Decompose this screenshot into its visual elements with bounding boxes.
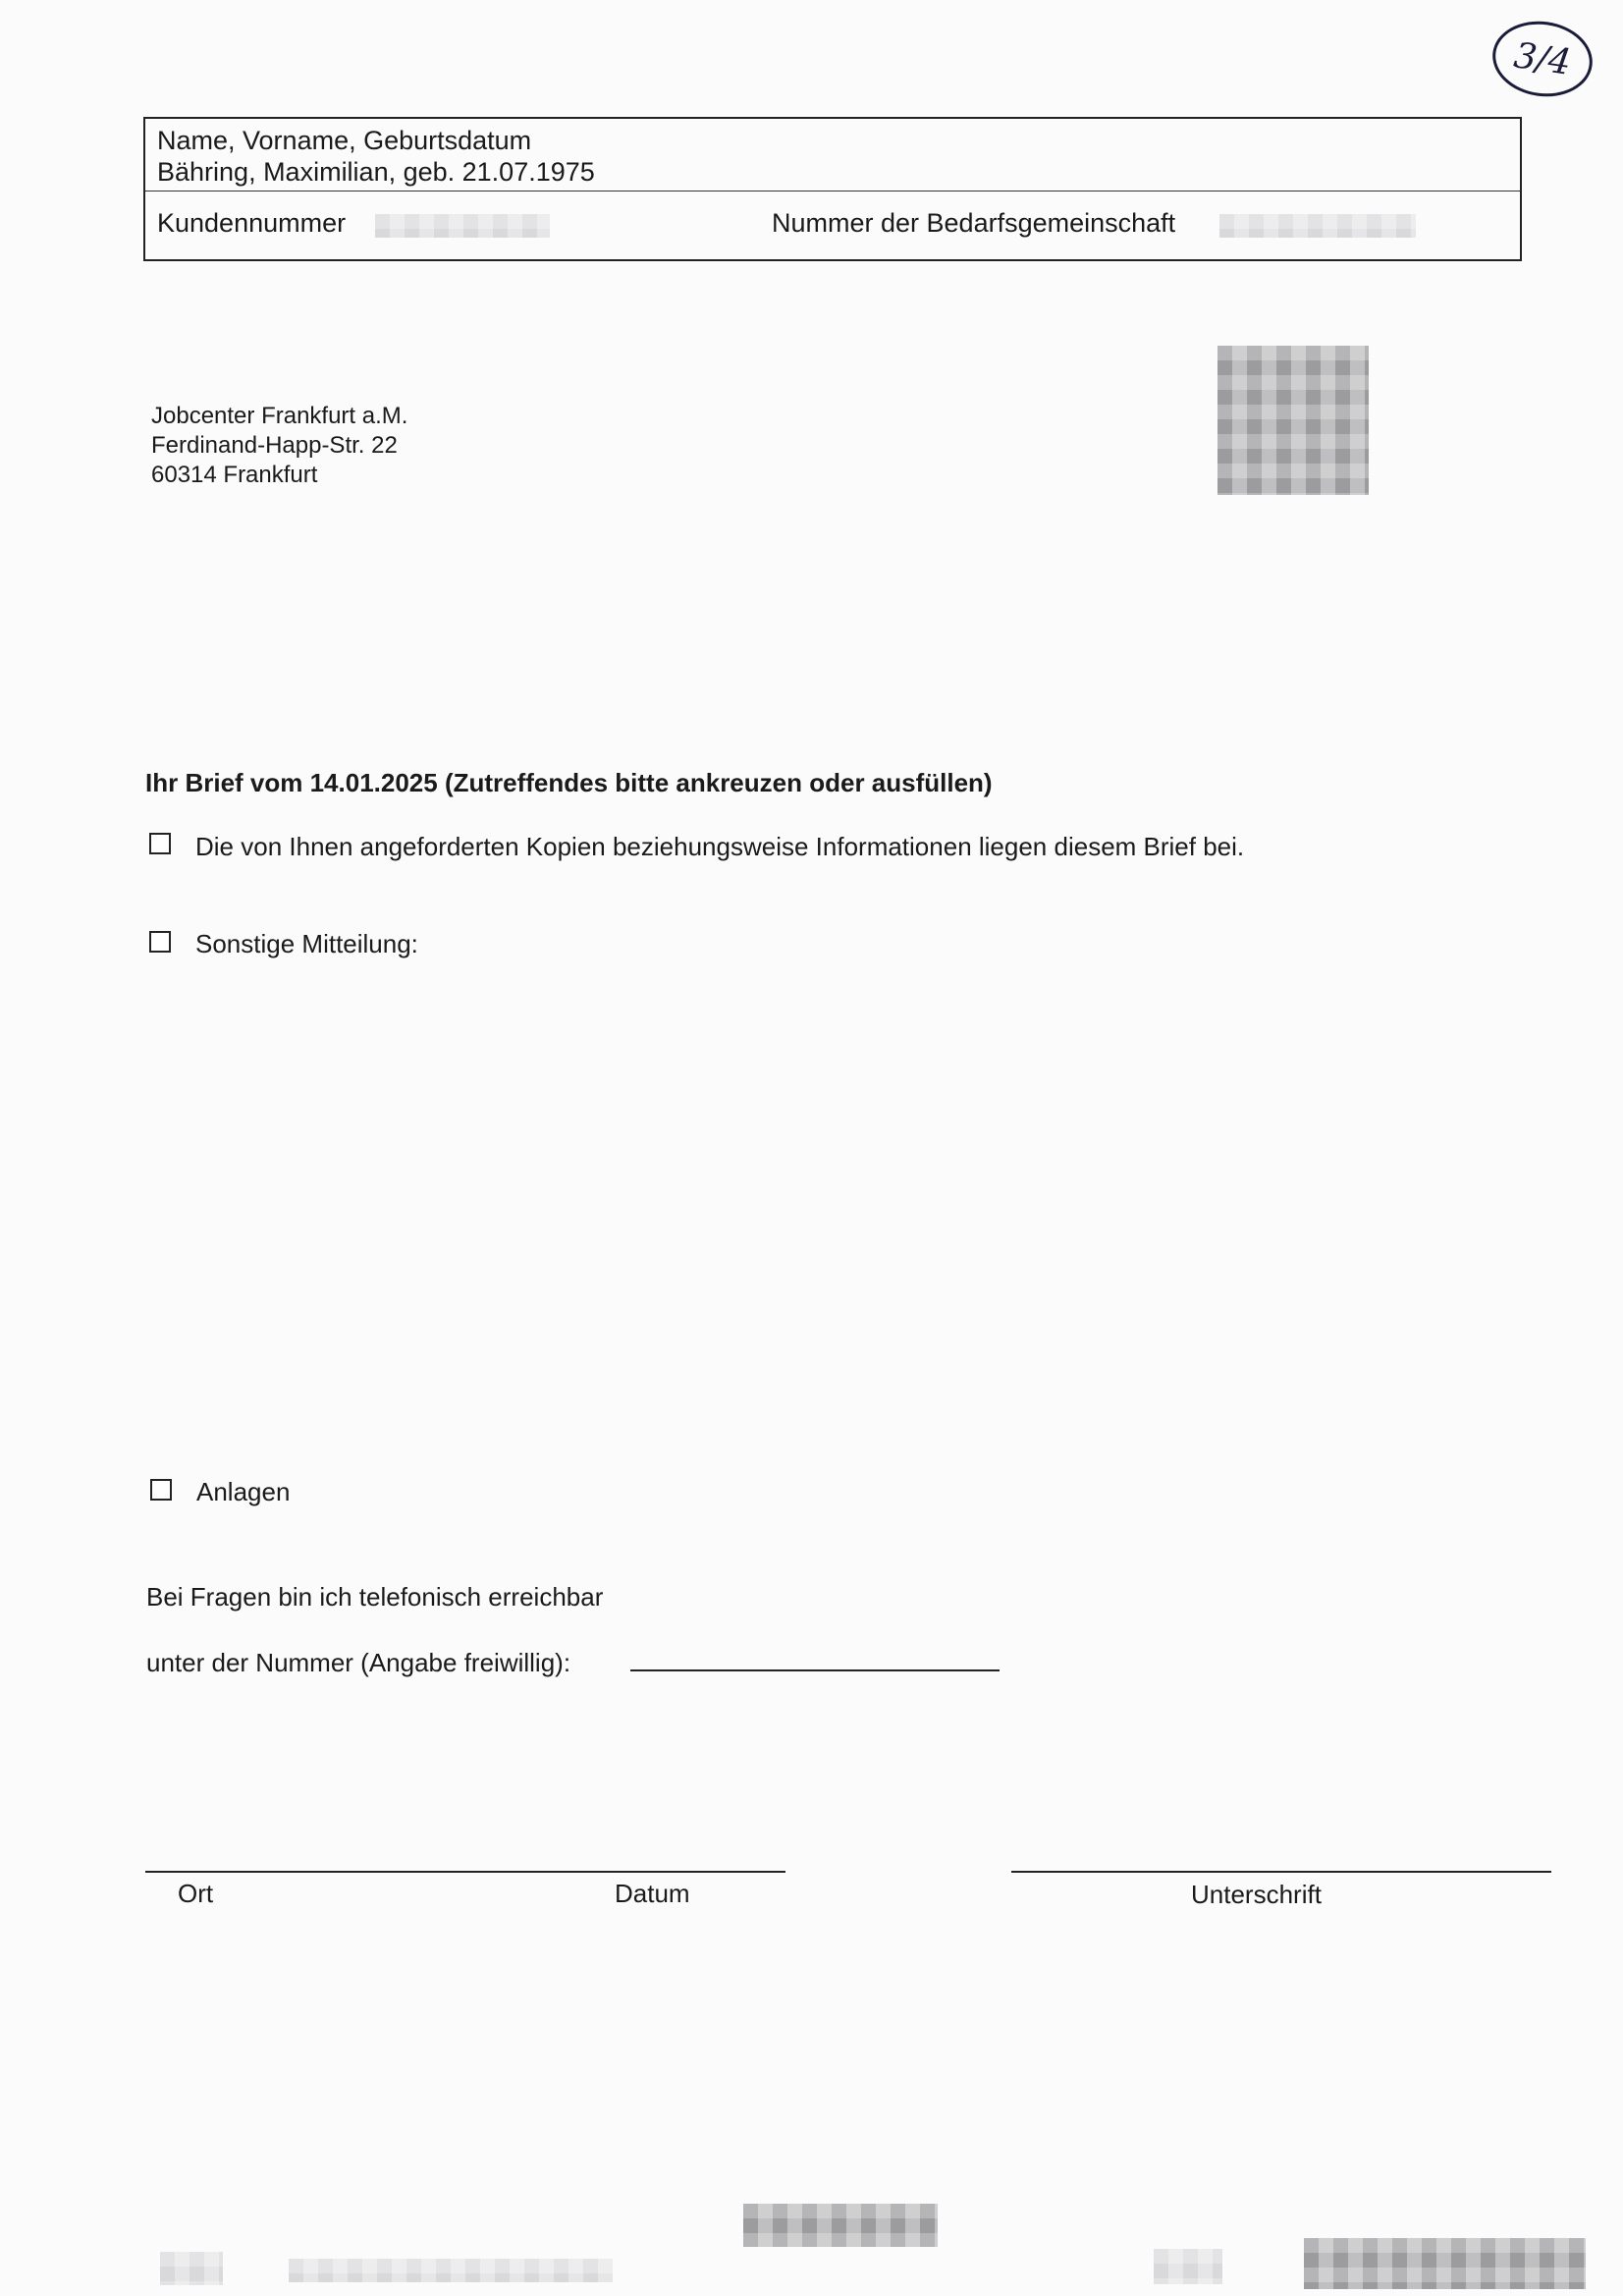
recipient-line-1: Jobcenter Frankfurt a.M. bbox=[151, 403, 408, 429]
footer-redacted-3 bbox=[1154, 2249, 1222, 2284]
name-label: Name, Vorname, Geburtsdatum bbox=[157, 126, 532, 155]
name-value: Bähring, Maximilian, geb. 21.07.1975 bbox=[157, 157, 595, 187]
signature-line[interactable] bbox=[1011, 1871, 1551, 1873]
place-label: Ort bbox=[178, 1879, 214, 1908]
page-number: 3/4 bbox=[1488, 15, 1597, 102]
header-box bbox=[143, 117, 1522, 261]
footer-redacted-1 bbox=[160, 2252, 223, 2285]
phone-number-field[interactable] bbox=[630, 1669, 1000, 1671]
phone-line-2: unter der Nummer (Angabe freiwillig): bbox=[146, 1648, 571, 1677]
checkbox-other-message[interactable] bbox=[149, 931, 171, 953]
recipient-line-3: 60314 Frankfurt bbox=[151, 462, 318, 488]
footer-barcode-redacted bbox=[1304, 2238, 1586, 2289]
subject-line: Ihr Brief vom 14.01.2025 (Zutreffendes bitte ankreuzen oder ausfüllen) bbox=[145, 768, 993, 797]
phone-line-1: Bei Fragen bin ich telefonisch erreichbar bbox=[146, 1582, 604, 1612]
option-copies-label: Die von Ihnen angeforderten Kopien beziehungsweise Informationen liegen diesem Brief bei. bbox=[195, 832, 1245, 861]
signature-label: Unterschrift bbox=[1191, 1880, 1322, 1909]
option-attachments-label: Anlagen bbox=[196, 1477, 291, 1506]
date-label: Datum bbox=[615, 1879, 690, 1908]
footer-redacted-2 bbox=[289, 2259, 613, 2282]
footer-code-redacted bbox=[743, 2204, 938, 2247]
checkbox-copies[interactable] bbox=[149, 833, 171, 854]
place-date-line[interactable] bbox=[145, 1871, 785, 1873]
community-number-label: Nummer der Bedarfsgemeinschaft bbox=[772, 208, 1176, 238]
community-number-redacted bbox=[1219, 214, 1416, 238]
customer-number-label: Kundennummer bbox=[157, 208, 347, 238]
option-other-label: Sonstige Mitteilung: bbox=[195, 929, 418, 958]
recipient-line-2: Ferdinand-Happ-Str. 22 bbox=[151, 432, 398, 459]
qr-code-redacted bbox=[1217, 346, 1369, 495]
customer-number-redacted bbox=[375, 214, 550, 238]
checkbox-attachments[interactable] bbox=[150, 1479, 172, 1501]
